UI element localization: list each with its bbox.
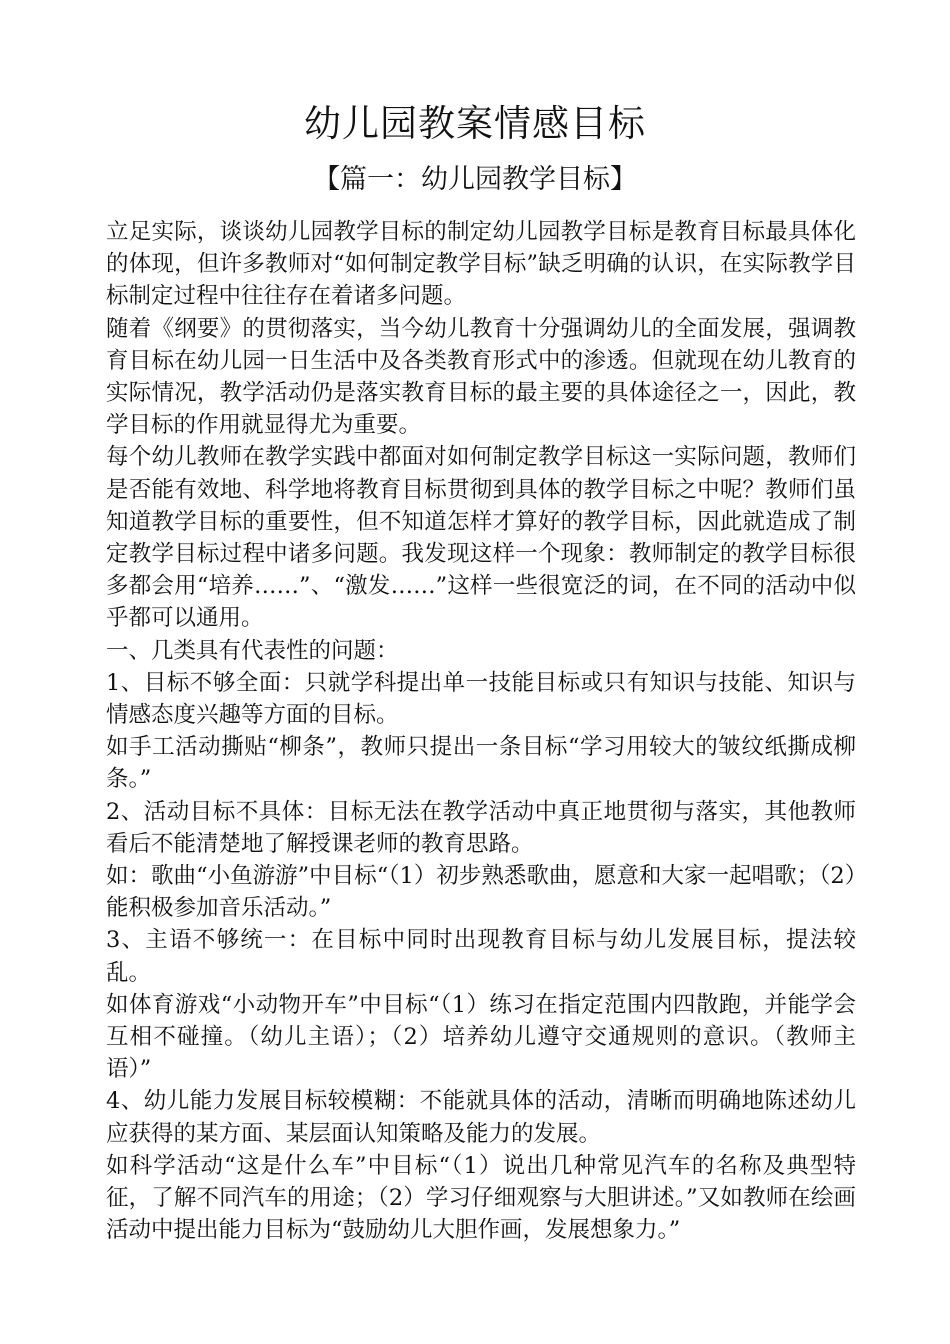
document-title: 幼儿园教案情感目标 [304,102,646,145]
example-3: 如体育游戏“小动物开车”中目标“（1）练习在指定范围内四散跑，并能学会互相不碰撞。（幼儿主语）；（2）培养幼儿遵守交通规则的意识。（教师主语）” [106,991,856,1083]
example-4: 如科学活动“这是什么车”中目标“（1）说出几种常见汽车的名称及典型特征，了解不同汽车的用途；（2）学习仔细观察与大胆讲述。”又如教师在绘画活动中提出能力目标为“鼓励幼儿大胆作画，发展想象力。” [106,1152,856,1244]
problem-3: 3、主语不够统一：在目标中同时出现教育目标与幼儿发展目标，提法较乱。 [106,927,856,986]
paragraph-intro: 立足实际，谈谈幼儿园教学目标的制定幼儿园教学目标是教育目标最具体化的体现，但许多教师对“如何制定教学目标”缺乏明确的认识，在实际教学目标制定过程中往往存在着诸多问题。 [106,219,856,310]
paragraph-observation: 每个幼儿教师在教学实践中都面对如何制定教学目标这一实际问题，教师们是否能有效地、科学地将教育目标贯彻到具体的教学目标之中呢？教师们虽知道教学目标的重要性，但不知道怎样才算好的教学目标，因此就造成了制定教学目标过程中诸多问题。我发现这样一个现象：教师制定的教学目标很多都会用“培养……”、“激发……”这样一些很宽泛的词，在不同的活动中似乎都可以通用。 [106,444,856,632]
paragraph-background: 随着《纲要》的贯彻落实，当今幼儿教育十分强调幼儿的全面发展，强调教育目标在幼儿园一日生活中及各类教育形式中的渗透。但就现在幼儿教育的实际情况，教学活动仍是落实教育目标的最主要的具体途径之一，因此，教学目标的作用就显得尤为重要。 [106,315,856,439]
document-body [106,216,856,1247]
example-2: 如：歌曲“小鱼游游”中目标“（1）初步熟悉歌曲，愿意和大家一起唱歌；（2）能积极参加音乐活动。” [106,863,856,922]
problem-1: 1、目标不够全面：只就学科提出单一技能目标或只有知识与技能、知识与情感态度兴趣等方面的目标。 [106,669,856,729]
problem-2: 2、活动目标不具体：目标无法在教学活动中真正地贯彻与落实，其他教师看后不能清楚地了解授课老师的教育思路。 [106,798,856,857]
problem-4: 4、幼儿能力发展目标较模糊：不能就具体的活动，清晰而明确地陈述幼儿应获得的某方面、某层面认知策略及能力的发展。 [106,1088,856,1147]
example-1: 如手工活动撕贴“柳条”，教师只提出一条目标“学习用较大的皱纹纸撕成柳条。” [106,734,856,793]
document-subtitle: 【篇一：幼儿园教学目标】 [313,164,637,195]
section-heading: 一、几类具有代表性的问题： [106,637,399,664]
